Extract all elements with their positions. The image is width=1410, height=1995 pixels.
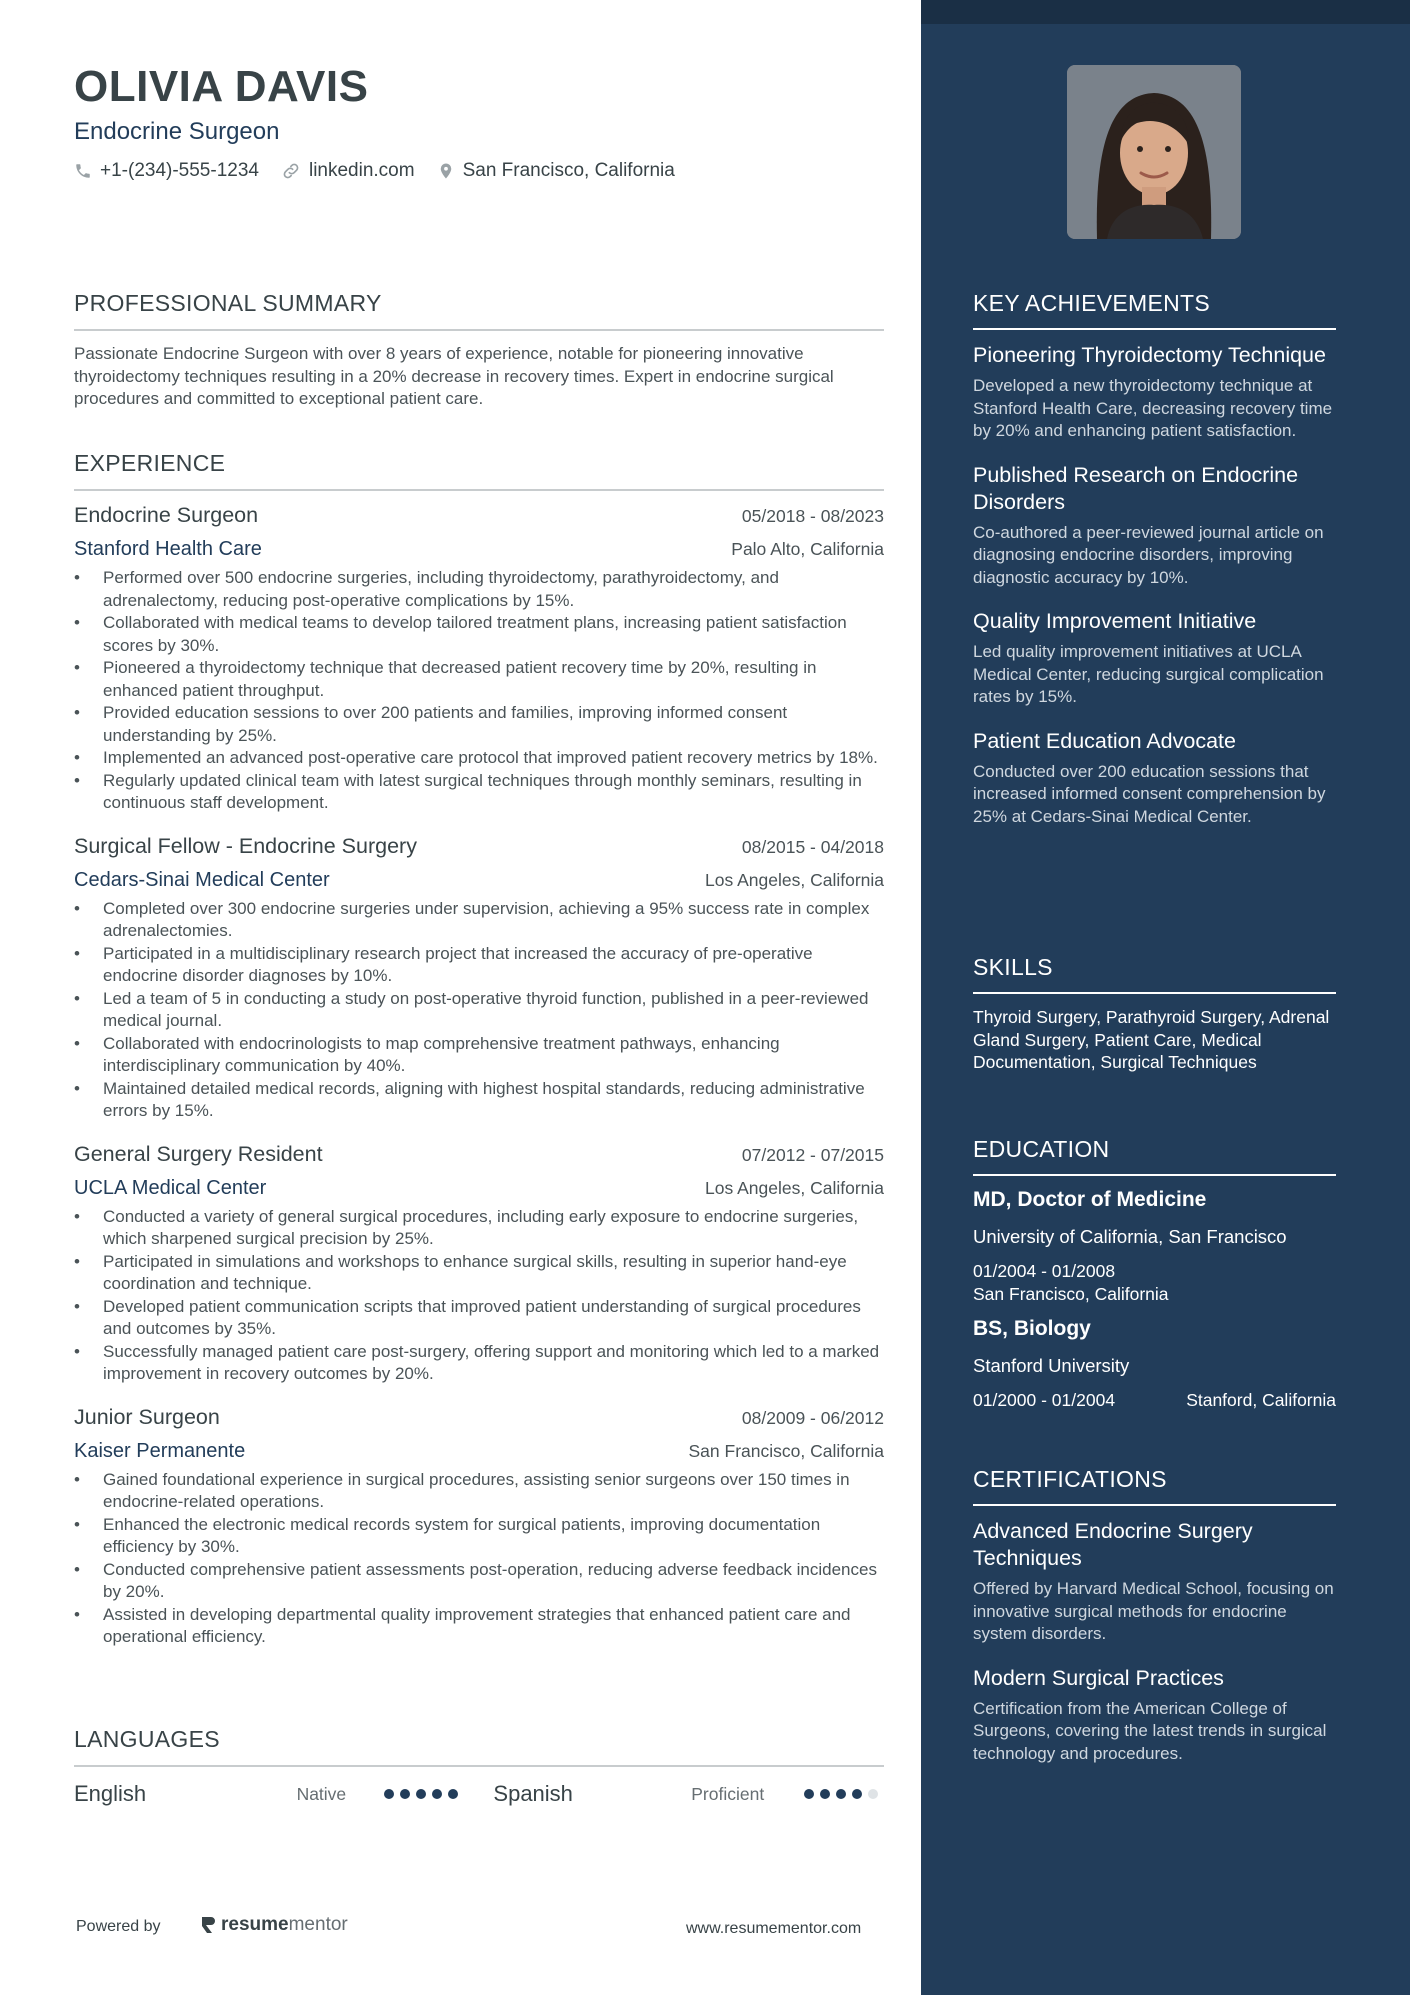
bullet-item: • Collaborated with medical teams to develop tailored treatment plans, increasing patient satisfaction scores by 30%.: [74, 612, 884, 657]
education-degree: MD, Doctor of Medicine: [973, 1188, 1207, 1211]
job-bullets: [74, 567, 884, 815]
job-location: Palo Alto, California: [731, 539, 884, 559]
achievement-title: Pioneering Thyroidectomy Technique: [973, 343, 1326, 367]
achievement-desc: Co-authored a peer-reviewed journal article on diagnosing endocrine disorders, improving diagnostic accuracy by 10%.: [973, 522, 1324, 587]
job-entry: [74, 1142, 884, 1386]
education-degree: BS, Biology: [973, 1317, 1091, 1340]
rating-dot-filled: [400, 1789, 410, 1799]
bullet-item: • Conducted a variety of general surgical procedures, including early exposure to endocrine surgeries, which sharpened surgical precision by 25%.: [74, 1206, 884, 1251]
sidebar-top-bar: [921, 0, 1410, 24]
achievement-title: Published Research on Endocrine Disorders: [973, 462, 1299, 514]
achievement-desc: Conducted over 200 education sessions that increased informed consent comprehension by 25% at Cedars-Sinai Medical Center.: [973, 761, 1326, 826]
education-meta: [973, 1389, 1336, 1412]
languages-heading: LANGUAGES: [74, 1726, 884, 1767]
contact-location: [437, 160, 675, 182]
job-dates: 08/2009 - 06/2012: [741, 1407, 884, 1428]
link-icon: [281, 161, 301, 181]
education-dates: 01/2004 - 01/2008: [973, 1261, 1116, 1281]
language-name: English: [74, 1781, 147, 1806]
location-pin-icon: [437, 161, 455, 181]
education-item: [973, 1317, 1336, 1412]
achievement-item: [973, 462, 1336, 590]
job-company: Cedars-Sinai Medical Center: [74, 868, 330, 891]
bullet-item: • Collaborated with endocrinologists to map comprehensive treatment pathways, enhancing interdisciplinary communication by 40%.: [74, 1033, 884, 1078]
languages-section: [74, 1726, 884, 1809]
education-dates: 01/2000 - 01/2004: [973, 1390, 1116, 1410]
education-heading: EDUCATION: [973, 1136, 1336, 1176]
job-dates: 08/2015 - 04/2018: [741, 836, 884, 857]
bullet-item: • Participated in a multidisciplinary research project that increased the accuracy of pre-operative endocrine disorder diagnoses by 10%.: [74, 943, 884, 988]
job-dates: 07/2012 - 07/2015: [741, 1144, 884, 1165]
rating-dot-filled: [384, 1789, 394, 1799]
bullet-item: • Gained foundational experience in surgical procedures, assisting senior surgeons over 150 times in endocrine-related operations.: [74, 1469, 884, 1514]
sidebar-column: [921, 0, 1410, 1995]
logo-word-light: mentor: [288, 1914, 348, 1935]
bullet-item: • Conducted comprehensive patient assessments post-operation, reducing adverse feedback incidences by 20%.: [74, 1559, 884, 1604]
job-role: Junior Surgeon: [74, 1404, 220, 1429]
achievements-heading: KEY ACHIEVEMENTS: [973, 290, 1336, 330]
education-location: San Francisco, California: [973, 1283, 1169, 1304]
phone-text: +1-(234)-555-1234: [100, 160, 259, 181]
phone-icon: [74, 162, 92, 180]
rating-dot-filled: [804, 1789, 814, 1799]
bullet-item: • Successfully managed patient care post-surgery, offering support and monitoring which led to a marked improvement in recovery outcomes by 20%.: [74, 1341, 884, 1386]
bullet-item: • Enhanced the electronic medical records system for surgical patients, improving documentation efficiency by 30%.: [74, 1514, 884, 1559]
bullet-item: • Developed patient communication scripts that improved patient understanding of surgical procedures and outcomes by 35%.: [74, 1296, 884, 1341]
rating-dot-filled: [852, 1789, 862, 1799]
resumementor-logo[interactable]: [198, 1914, 348, 1936]
job-bullets: [74, 898, 884, 1123]
footer-url[interactable]: www.resumementor.com: [686, 1920, 862, 1937]
job-role: General Surgery Resident: [74, 1141, 323, 1166]
language-rating: [384, 1789, 494, 1799]
job-entry: [74, 834, 884, 1123]
rating-dot-filled: [416, 1789, 426, 1799]
achievement-desc: Developed a new thyroidectomy technique at Stanford Health Care, decreasing recovery time by 20% and enhancing patient satisfaction.: [973, 376, 1333, 440]
bullet-item: • Completed over 300 endocrine surgeries under supervision, achieving a 95% success rate in complex adrenalectomies.: [74, 898, 884, 943]
resumementor-logo-icon: [198, 1914, 218, 1936]
certification-item: [973, 1665, 1336, 1766]
powered-by-label: Powered by: [76, 1918, 161, 1935]
certification-desc: Certification from the American College of Surgeons, covering the latest trends in surgical technology and procedures.: [973, 1698, 1327, 1763]
contact-phone[interactable]: [74, 160, 259, 182]
certifications-heading: CERTIFICATIONS: [973, 1466, 1336, 1506]
experience-section: [74, 450, 884, 1649]
location-text: San Francisco, California: [462, 160, 675, 181]
experience-heading: EXPERIENCE: [74, 450, 884, 491]
job-entry: [74, 1405, 884, 1649]
achievements-section: [973, 290, 1336, 828]
job-bullets: [74, 1469, 884, 1649]
bullet-item: • Pioneered a thyroidectomy technique that decreased patient recovery time by 20%, resulting in enhanced patient throughput.: [74, 657, 884, 702]
rating-dot-filled: [820, 1789, 830, 1799]
job-company: Stanford Health Care: [74, 538, 262, 560]
education-section: [973, 1136, 1336, 1412]
achievement-title: Quality Improvement Initiative: [973, 609, 1257, 633]
achievement-title: Patient Education Advocate: [973, 728, 1236, 753]
job-entry: [74, 503, 884, 815]
education-school: Stanford University: [973, 1355, 1130, 1376]
contact-bar: [74, 160, 697, 182]
achievement-item: [973, 728, 1336, 829]
job-company: UCLA Medical Center: [74, 1176, 267, 1199]
candidate-title: Endocrine Surgeon: [74, 118, 280, 145]
bullet-item: • Led a team of 5 in conducting a study on post-operative thyroid function, published in a peer-reviewed medical journal.: [74, 988, 884, 1033]
certification-item: [973, 1518, 1336, 1646]
rating-dot-filled: [448, 1789, 458, 1799]
education-school: University of California, San Francisco: [973, 1226, 1287, 1247]
language-name: Spanish: [493, 1781, 573, 1806]
job-role: Endocrine Surgeon: [74, 503, 259, 527]
bullet-item: • Implemented an advanced post-operative care protocol that improved patient recovery metrics by 18%.: [74, 747, 884, 770]
job-bullets: [74, 1206, 884, 1386]
job-role: Surgical Fellow - Endocrine Surgery: [74, 833, 417, 858]
job-location: Los Angeles, California: [705, 869, 884, 890]
education-location: Stanford, California: [1186, 1390, 1336, 1410]
job-dates: 05/2018 - 08/2023: [741, 506, 884, 526]
achievement-item: [973, 608, 1336, 709]
job-location: Los Angeles, California: [705, 1177, 884, 1198]
certification-title: Modern Surgical Practices: [973, 1665, 1224, 1690]
rating-dot-filled: [836, 1789, 846, 1799]
languages-row: [74, 1779, 884, 1809]
rating-dot-empty: [868, 1789, 878, 1799]
skills-section: [973, 954, 1336, 1074]
bullet-item: • Maintained detailed medical records, aligning with highest hospital standards, reducing administrative errors by 15%.: [74, 1078, 884, 1123]
bullet-item: • Assisted in developing departmental quality improvement strategies that enhanced patient care and operational efficiency.: [74, 1604, 884, 1649]
job-location: San Francisco, California: [688, 1440, 884, 1461]
language-level: Native: [296, 1783, 347, 1804]
job-company: Kaiser Permanente: [74, 1439, 246, 1462]
achievement-item: [973, 342, 1336, 443]
certifications-section: [973, 1466, 1336, 1765]
portrait-image: [1067, 65, 1241, 239]
summary-section: [74, 290, 884, 411]
rating-dot-filled: [432, 1789, 442, 1799]
skills-text: Thyroid Surgery, Parathyroid Surgery, Adrenal Gland Surgery, Patient Care, Medical Documentation, Surgical Techniques: [973, 1007, 1330, 1072]
bullet-item: • Performed over 500 endocrine surgeries, including thyroidectomy, parathyroidectomy, and adrenalectomy, reducing post-operative complications by 15%.: [74, 567, 884, 612]
language-level: Proficient: [691, 1783, 765, 1804]
bullet-item: • Provided education sessions to over 200 patients and families, improving informed consent understanding by 25%.: [74, 702, 884, 747]
bullet-item: • Regularly updated clinical team with latest surgical techniques through monthly seminars, resulting in continuous staff development.: [74, 770, 884, 815]
certification-desc: Offered by Harvard Medical School, focusing on innovative surgical methods for endocrine system disorders.: [973, 1579, 1334, 1643]
contact-linkedin[interactable]: [281, 160, 415, 182]
linkedin-text: linkedin.com: [308, 160, 415, 181]
skills-heading: SKILLS: [973, 954, 1336, 994]
bullet-item: • Participated in simulations and workshops to enhance surgical skills, resulting in superior hand-eye coordination and technique.: [74, 1251, 884, 1296]
profile-photo: [1067, 65, 1241, 239]
language-rating: [804, 1789, 884, 1799]
summary-text: Passionate Endocrine Surgeon with over 8 years of experience, notable for pioneering innovative thyroidectomy techniques resulting in a 20% decrease in recovery times. Expert in endocrine surgical procedures and committed to exceptional patient care.: [74, 344, 834, 408]
certification-title: Advanced Endocrine Surgery Techniques: [973, 1519, 1253, 1570]
summary-heading: PROFESSIONAL SUMMARY: [74, 290, 884, 331]
achievement-desc: Led quality improvement initiatives at UCLA Medical Center, reducing surgical complication rates by 15%.: [973, 642, 1324, 706]
education-item: [973, 1188, 1336, 1305]
candidate-name: OLIVIA DAVIS: [74, 62, 369, 111]
logo-word-bold: resume: [221, 1914, 289, 1935]
